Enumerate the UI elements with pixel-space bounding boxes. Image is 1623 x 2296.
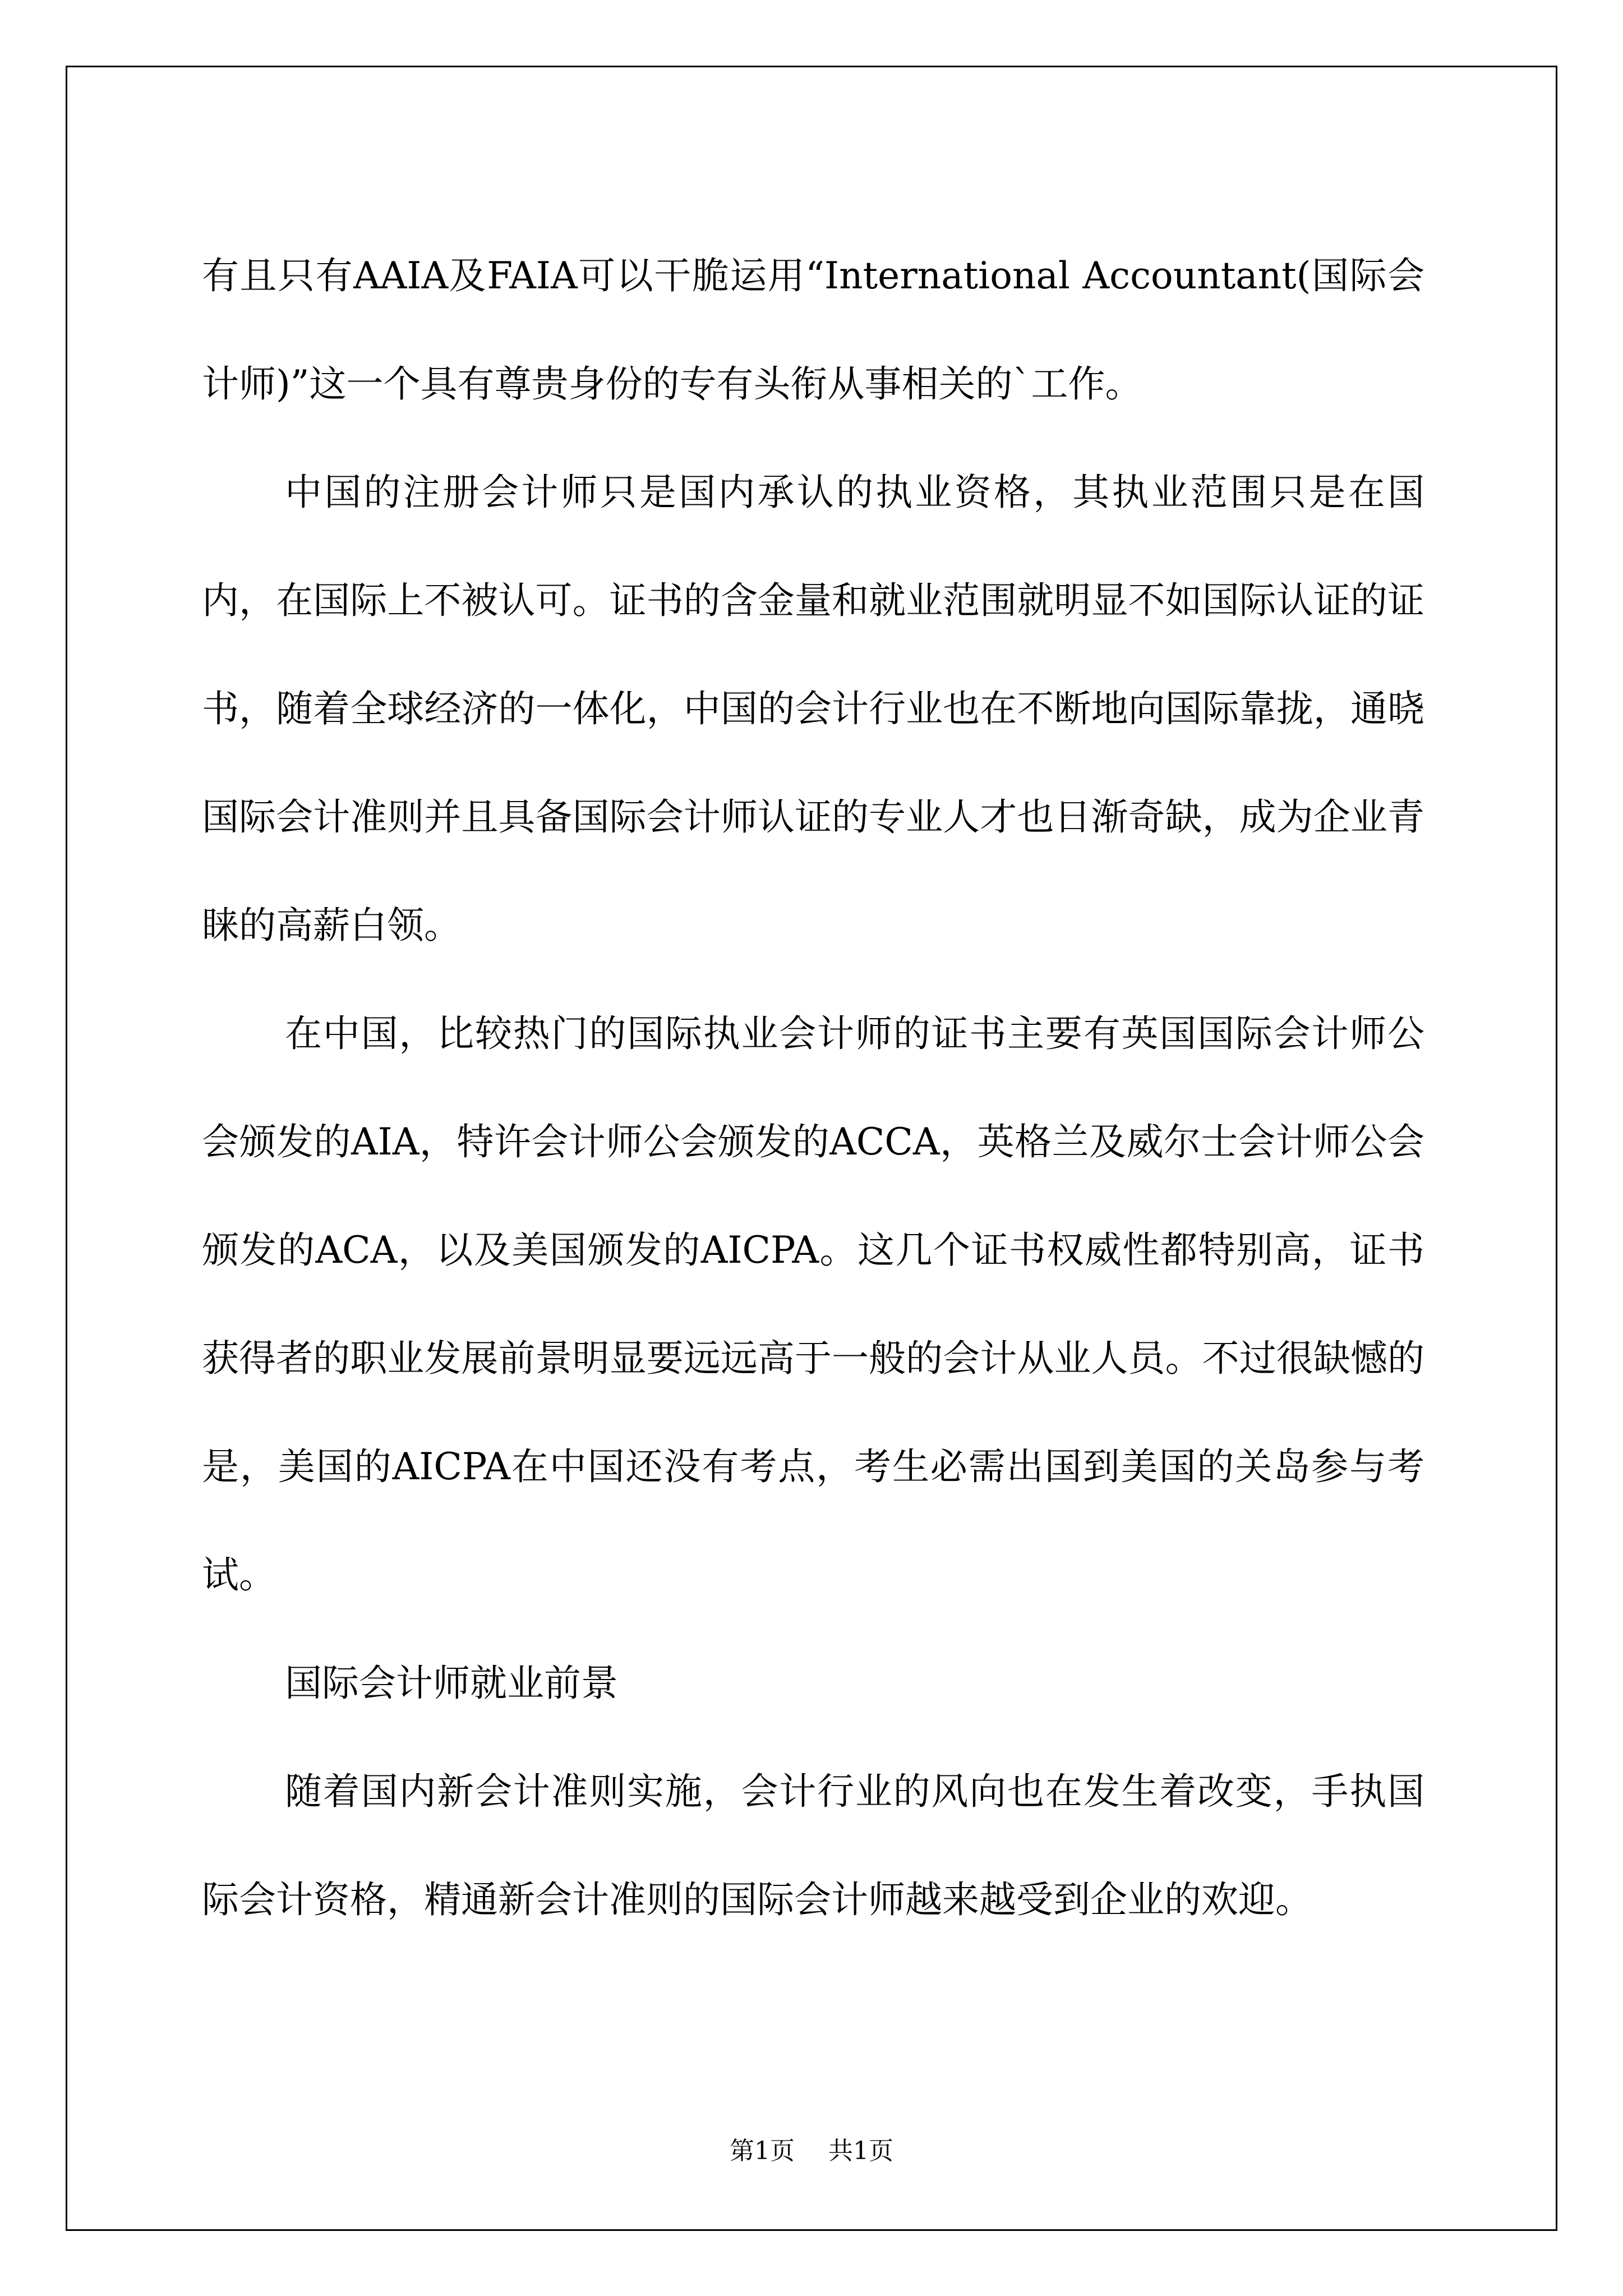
paragraph-1: 有且只有AAIA及FAIA可以干脆运用“International Accountant(国际会计师)”这一个具有尊贵身份的专有头衔从事相关的`工作。 <box>202 254 1424 406</box>
page-total: 共1页 <box>828 2137 893 2165</box>
document-body <box>202 222 1424 1954</box>
page-footer <box>0 2134 1623 2168</box>
page-number: 第1页 <box>730 2137 795 2165</box>
paragraph-4: 随着国内新会计准则实施，会计行业的风向也在发生着改变，手执国际会计资格，精通新会计准则的国际会计师越来越受到企业的欢迎。 <box>202 1770 1424 1921</box>
paragraph-3: 在中国，比较热门的国际执业会计师的证书主要有英国国际会计师公会颁发的AIA，特许会计师公会颁发的ACCA，英格兰及威尔士会计师公会颁发的ACA，以及美国颁发的AICPA。这几个证书权威性都特别高，证书获得者的职业发展前景明显要远远高于一般的会计从业人员。不过很缺憾的是，美国的AICPA在中国还没有考点，考生必需出国到美国的关岛参与考试。 <box>202 1012 1424 1596</box>
section-heading: 国际会计师就业前景 <box>285 1662 618 1705</box>
paragraph-2: 中国的注册会计师只是国内承认的执业资格，其执业范围只是在国内，在国际上不被认可。证书的含金量和就业范围就明显不如国际认证的证书，随着全球经济的一体化，中国的会计行业也在不断地向国际靠拢，通晓国际会计准则并且具备国际会计师认证的专业人才也日渐奇缺，成为企业青睐的高薪白领。 <box>202 471 1424 947</box>
